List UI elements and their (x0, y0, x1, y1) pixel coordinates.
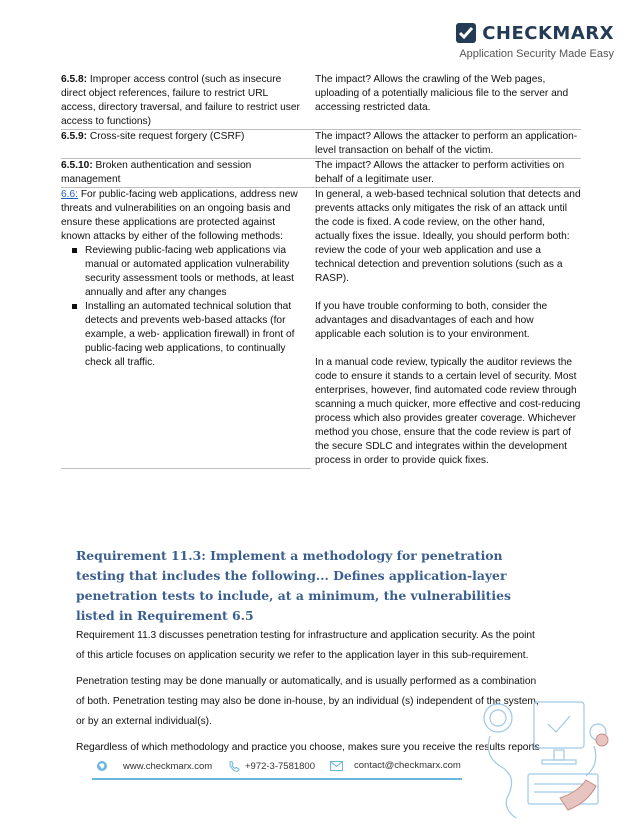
footer-email[interactable]: contact@checkmarx.com (330, 760, 461, 771)
mail-icon (330, 761, 343, 771)
table-cell-requirement: 6.5.10: Broken authentication and session management (61, 159, 311, 188)
checkmarx-check-icon (456, 23, 476, 43)
phone-icon (228, 760, 240, 772)
requirement-6-6-link[interactable]: 6.6: (61, 189, 78, 200)
list-item: Installing an automated technical solution that detects and prevents web-based attacks (for example, a web- application firewall) in front of public-facing web applications, to continually check all traffic. (85, 300, 305, 370)
table-row (61, 73, 581, 130)
checkmarx-logo (414, 22, 614, 62)
table-cell-impact: The impact? Allows the crawling of the Web pages, uploading of a potentially malicious file to the server and accessing restricted data. (311, 73, 581, 130)
requirements-table (61, 73, 581, 469)
table-cell-requirement: 6.6: For public-facing web applications, address new threats and vulnerabilities on an ongoing basis and ensure these applications are protected against known attacks by either of the following methods: Reviewing public-facing web applications via manual or automated application vulnerability security assessment tools or methods, at least annually and after any changes Installing an automated technical solution that detects and prevents web-based attacks (for example, a web- application firewall) in front of public-facing web applications, to continually check all traffic. (61, 188, 311, 469)
footer-phone[interactable]: +972-3-7581800 (228, 760, 315, 772)
table-row (61, 188, 581, 469)
paragraph: If you have trouble conforming to both, consider the advantages and disadvantages of each and how applicable each solution is to your environment. (315, 301, 548, 340)
table-cell-requirement: 6.5.8: Improper access control (such as insecure direct object references, failure to restrict URL access, directory traversal, and failure to restrict user access to functions) (61, 73, 311, 130)
paragraph: In general, a web-based technical solution that detects and prevents attacks only mitigates the risk of an attack until the code is fixed. A code review, on the other hand, actually fixes the issue. Ideally, you should perform both: review the code of your web application and use a technical detection and prevention solutions (such as a RASP). (315, 189, 581, 284)
footer-website[interactable]: www.checkmarx.com (96, 760, 212, 772)
paragraph: In a manual code review, typically the auditor reviews the code to ensure it stands to a certain level of security. Most enterprises, however, find automated code review through scanning a much quicker, more effective and cost-reducing process which also provides greater coverage. Whichever method you chose, ensure that the code review is part of the secure SDLC and integrates within the development process in order to provide quick fixes. (315, 357, 581, 466)
globe-icon (96, 760, 108, 772)
brand-tagline: Application Security Made Easy (459, 48, 614, 60)
table-row (61, 159, 581, 188)
paragraph: Requirement 11.3 discusses penetration testing for infrastructure and application security. As the point of this article focuses on application security we refer to the application layer in this sub-requirement. (76, 630, 535, 661)
list-item: Reviewing public-facing web applications via manual or automated application vulnerability security assessment tools or methods, at least annually and after any changes (85, 244, 305, 300)
table-cell-impact: The impact? Allows the attacker to perform activities on behalf of a legitimate user. (311, 159, 581, 188)
table-row (61, 130, 581, 159)
table-cell-requirement: 6.5.9: Cross-site request forgery (CSRF) (61, 130, 311, 159)
paragraph: Penetration testing may be done manually or automatically, and is usually performed as a combination of both. Penetration testing may also be done in-house, by an individual (s) independent of the system, or by an external individual(s). (76, 676, 539, 727)
security-illustration (470, 688, 620, 824)
paragraph: Regardless of which methodology and practice you choose, makes sure you receive the results reports (76, 742, 540, 753)
section-heading: Requirement 11.3: Implement a methodology for penetration testing that includes the following... Defines application-layer penetration tests to include, at a minimum, the vulnerabilities listed in Requirement 6.5 (76, 548, 511, 623)
table-cell-impact (311, 188, 581, 469)
methods-list (61, 244, 305, 370)
table-cell-impact: The impact? Allows the attacker to perform an application-level transaction on behalf of the victim. (311, 130, 581, 159)
footer (92, 756, 462, 780)
brand-name: CHECKMARX (482, 22, 614, 44)
footer-divider (92, 778, 462, 780)
